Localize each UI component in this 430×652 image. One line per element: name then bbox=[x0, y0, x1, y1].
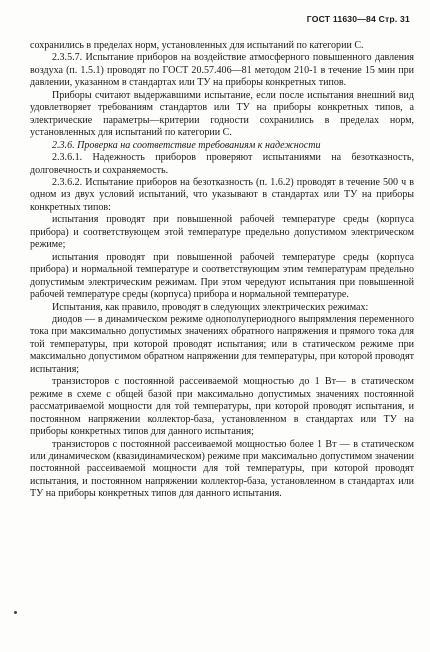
page-header: ГОСТ 11630—84 Стр. 31 bbox=[306, 14, 410, 24]
scan-speck bbox=[14, 611, 17, 614]
list-item-elevated-temperature: испытания проводят при повышенной рабочей температуре среды (корпуса прибора) и соответствующем этой температуре предельно допустимом электрическом режиме; bbox=[30, 214, 414, 251]
paragraph-2-3-6-2: 2.3.6.2. Испытание приборов на безотказность (п. 1.6.2) проводят в течение 500 ч в одном из двух условий испытаний, что указывают в стандартах или ТУ на приборы конкретных типов: bbox=[30, 176, 414, 213]
paragraph-test-modes-intro: Испытания, как правило, проводят в следующих электрических режимах: bbox=[52, 301, 369, 313]
paragraph-pass-criteria: Приборы считают выдержавшими испытание, если после испытания внешний вид удовлетворяет требованиям стандартов или ТУ на приборы конкретных типов, а электрические параметры—критерии годности сохранились в пределах норм, установленных для испытаний по категории С. bbox=[30, 89, 414, 139]
list-item-alternating-temperature: испытания проводят при повышенной рабочей температуре среды (корпуса прибора) и нормальной температуре и соответствующим этим температурам предельно допустимым электрическим режимам. При этом чередуют испытания при повышенной рабочей температуре среды (корпуса) прибора и нормальной температуре. bbox=[30, 251, 414, 301]
list-item-transistors-high-power: транзисторов с постоянной рассеиваемой мощностью более 1 Вт — в статическом или динамическом (квазидинамическом) режиме при максимально допустимом значении постоянной рассеиваемой мощности для той температуры, при которой проводят испытания, и постоянном напряжении коллектор-база, установленном в стандартах или ТУ на приборы конкретных типов для данного испытания. bbox=[30, 438, 414, 500]
paragraph-continuation: сохранились в пределах норм, установленных для испытаний по категории С. bbox=[30, 40, 364, 51]
list-item-diodes: диодов — в динамическом режиме однополупериодного выпрямления переменного тока при максимально допустимых значениях обратного напряжения и прямого тока для той температуры, при которой проводят испытания; или в статическом режиме при максимально допустимом обратном напряжении для температуры, при которой проводят испытания; bbox=[30, 313, 414, 375]
section-heading-reliability: 2.3.6. Проверка на соответствие требованиям к надежности bbox=[52, 139, 321, 151]
paragraph-2-3-6-1: 2.3.6.1. Надежность приборов проверяют испытаниями на безотказность, долговечность и сохраняемость. bbox=[30, 152, 414, 176]
paragraph-2-3-5-7: 2.3.5.7. Испытание приборов на воздействие атмосферного повышенного давления воздуха (п. 1.5.1) проводят по ГОСТ 20.57.406—81 методом 210-1 в течение 15 мин при давлении, указанном в стандартах или ТУ на приборы конкретных типов. bbox=[30, 52, 414, 89]
document-body bbox=[30, 40, 414, 501]
list-item-transistors-low-power: транзисторов с постоянной рассеиваемой мощностью до 1 Вт— в статическом режиме в схеме с общей базой при максимально допустимых значениях постоянной рассматриваемой мощности для той температуры, при которой проводят испытания, и постоянном напряжении коллектор-база, установленном в стандартах или ТУ на приборы конкретных типов для данного испытания; bbox=[30, 376, 414, 438]
